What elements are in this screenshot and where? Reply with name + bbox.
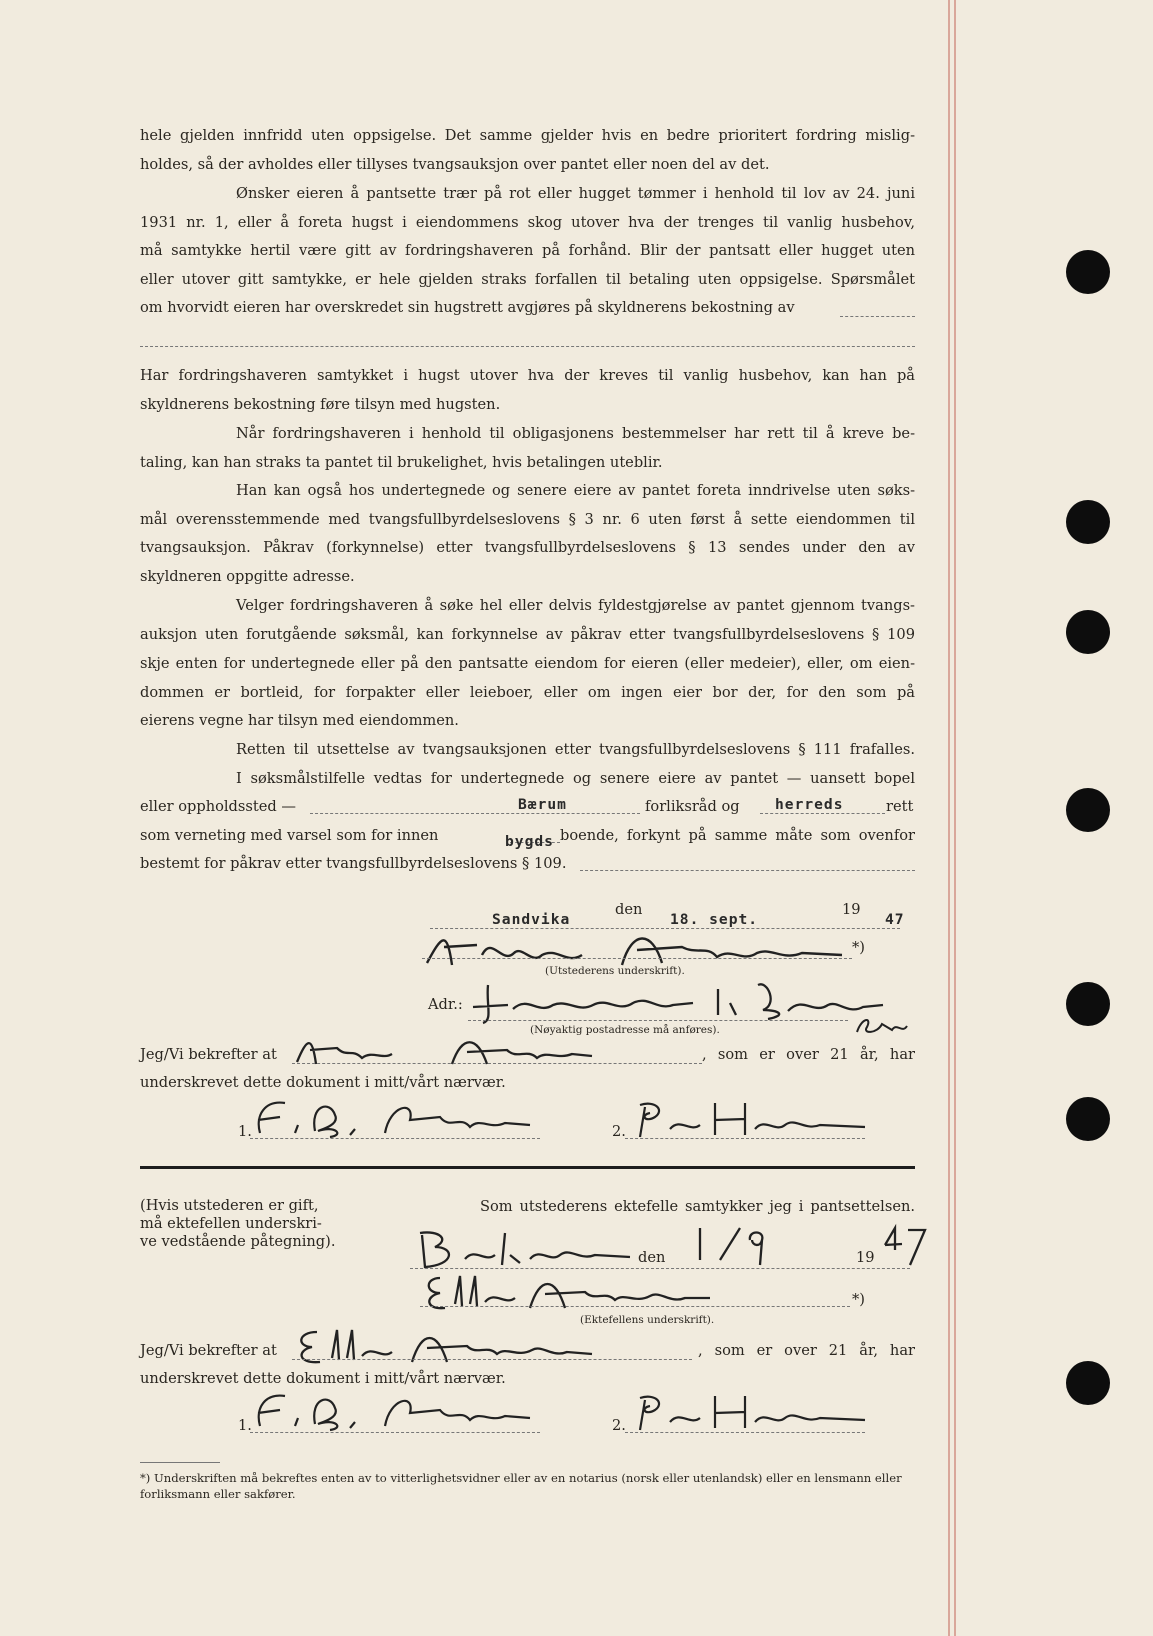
address-handwriting	[468, 975, 888, 1025]
text-fragment: boende, forkynt på samme måte som ovenfor	[560, 827, 915, 844]
fill-line	[580, 870, 915, 871]
fill-line	[292, 1359, 692, 1360]
punch-hole	[1066, 500, 1110, 544]
spouse-year-handwriting	[880, 1220, 930, 1270]
text-line: Når fordringshaveren i henhold til obligasjonens bestemmelser har rett til å kreve be-	[236, 425, 915, 442]
witness2-signature	[625, 1095, 875, 1140]
stamp-place: Sandvika	[492, 911, 571, 928]
stamp-date: 18. sept.	[670, 911, 759, 928]
confirm-text: , som er over 21 år, har	[698, 1342, 915, 1359]
text-line: I søksmålstilfelle vedtas for undertegnede og senere eiere av pantet — uansett bopel	[236, 770, 915, 787]
fill-line	[625, 1138, 865, 1139]
witness-number: 1.	[238, 1123, 252, 1140]
text-line: tvangsauksjon. Påkrav (forkynnelse) etter tvangsfullbyrdelseslovens § 13 sendes under den av	[140, 539, 915, 556]
text-line: eller utover gitt samtykke, er hele gjelden straks forfallen til betaling uten oppsigelse. Spørsmålet	[140, 271, 915, 288]
footnote-rule	[140, 1462, 220, 1463]
confirmed-name-handwriting	[292, 1030, 712, 1070]
fill-line	[422, 958, 852, 959]
confirm-text: , som er over 21 år, har	[702, 1046, 915, 1063]
stamp-year: 47	[885, 911, 905, 928]
text-line: Velger fordringshaveren å søke hel eller delvis fyldestgjørelse av pantet gjennom tvangs-	[236, 597, 915, 614]
fill-line	[250, 1138, 540, 1139]
stamp-bygds: bygds	[505, 833, 554, 850]
text-line: Har fordringshaveren samtykket i hugst utover hva der kreves til vanlig husbehov, kan han på	[140, 367, 915, 384]
text-line: Han kan også hos undertegnede og senere eiere av pantet foreta inndrivelse uten søks-	[236, 482, 915, 499]
text-line: Retten til utsettelse av tvangsauksjonen etter tvangsfullbyrdelseslovens § 111 frafalles.	[236, 741, 915, 758]
confirm-text: Jeg/Vi bekrefter at	[140, 1046, 277, 1063]
text-line: mål overensstemmende med tvangsfullbyrdelseslovens § 3 nr. 6 uten først å sette eiendommen til	[140, 511, 915, 528]
fill-line	[420, 1306, 850, 1307]
punch-hole	[1066, 610, 1110, 654]
address-label: Adr.:	[428, 996, 463, 1013]
section-divider	[140, 1166, 915, 1169]
text-line: må samtykke hertil være gitt av fordringshaveren på forhånd. Blir der pantsatt eller hugget uten	[140, 242, 915, 259]
text-line: hele gjelden innfridd uten oppsigelse. Det samme gjelder hvis en bedre prioritert fordring mislig-	[140, 127, 915, 144]
text-line: skje enten for undertegnede eller på den pantsatte eiendom for eieren (eller medeier), eller, om eien-	[140, 655, 915, 672]
text-line: skyldnerens bekostning føre tilsyn med hugsten.	[140, 396, 501, 413]
spouse-note: (Hvis utstederen er gift, må ektefellen underskri- ve vedstående påtegning).	[140, 1197, 336, 1250]
address-caption: (Nøyaktig postadresse må anføres).	[530, 1024, 720, 1036]
text-fragment: forliksråd og	[645, 798, 740, 815]
stamp-baerum: Bærum	[518, 796, 567, 813]
fill-line	[292, 1063, 702, 1064]
margin-line	[948, 0, 950, 1636]
signature-caption: (Utstederens underskrift).	[545, 965, 685, 977]
punch-hole	[1066, 788, 1110, 832]
fill-line	[250, 1432, 540, 1433]
text-line: eierens vegne har tilsyn med eiendommen.	[140, 712, 459, 729]
punch-hole	[1066, 1097, 1110, 1141]
year-prefix: 19	[856, 1249, 875, 1266]
address-handwriting-2	[852, 1012, 912, 1038]
fill-line	[310, 813, 640, 814]
witness-number: 1.	[238, 1417, 252, 1434]
punch-hole	[1066, 982, 1110, 1026]
text-line: Ønsker eieren å pantsette trær på rot eller hugget tømmer i henhold til lov av 24. juni	[236, 185, 915, 202]
fill-line	[625, 1432, 865, 1433]
text-line: dommen er bortleid, for forpakter eller leieboer, eller om ingen eier bor der, for den som på	[140, 684, 915, 701]
text-fragment: rett	[886, 798, 914, 815]
text-fragment: bestemt for påkrav etter tvangsfullbyrdelseslovens § 109.	[140, 855, 567, 872]
footnote: *) Underskriften må bekreftes enten av to vitterlighetsvidner eller av en notarius (norsk eller utenlandsk) eller en lensmann eller forliksmann eller sakfører.	[140, 1471, 902, 1501]
text-line: om hvorvidt eieren har overskredet sin hugstrett avgjøres på skyldnerens bekostning av	[140, 299, 795, 316]
signature-mark: *)	[852, 1291, 865, 1308]
text-line: auksjon uten forutgående søksmål, kan forkynnelse av påkrav etter tvangsfullbyrdelseslovens § 109	[140, 626, 915, 643]
fill-line	[140, 346, 915, 347]
text-fragment: som verneting med varsel som for innen	[140, 827, 439, 844]
witness-number: 2.	[612, 1123, 626, 1140]
text-line: skyldneren oppgitte adresse.	[140, 568, 355, 585]
stamp-herreds: herreds	[775, 796, 844, 813]
spouse-consent: Som utstederens ektefelle samtykker jeg i pantsettelsen.	[480, 1198, 915, 1215]
signature-mark: *)	[852, 939, 865, 956]
witness3-signature	[250, 1388, 540, 1433]
witness4-signature	[625, 1388, 875, 1433]
margin-line	[954, 0, 956, 1636]
text-line: 1931 nr. 1, eller å foreta hugst i eiendommens skog utover hva der trenges til vanlig husbehov,	[140, 214, 915, 231]
fill-line	[840, 316, 915, 317]
spouse-caption: (Ektefellens underskrift).	[580, 1314, 715, 1326]
text-line: holdes, så der avholdes eller tillyses tvangsauksjon over pantet eller noen del av det.	[140, 156, 770, 173]
punch-hole	[1066, 1361, 1110, 1405]
punch-hole	[1066, 250, 1110, 294]
confirm-text: underskrevet dette dokument i mitt/vårt nærvær.	[140, 1370, 506, 1387]
confirm-text: underskrevet dette dokument i mitt/vårt nærvær.	[140, 1074, 506, 1091]
den-label: den	[615, 901, 643, 918]
year-prefix: 19	[842, 901, 861, 918]
den-label: den	[638, 1249, 666, 1266]
text-fragment: eller oppholdssted —	[140, 798, 296, 815]
confirm-text: Jeg/Vi bekrefter at	[140, 1342, 277, 1359]
witness1-signature	[250, 1095, 540, 1140]
text-line: taling, kan han straks ta pantet til brukelighet, hvis betalingen uteblir.	[140, 454, 663, 471]
confirmed-name2-handwriting	[292, 1322, 712, 1367]
witness-number: 2.	[612, 1417, 626, 1434]
spouse-date-handwriting	[690, 1220, 780, 1270]
